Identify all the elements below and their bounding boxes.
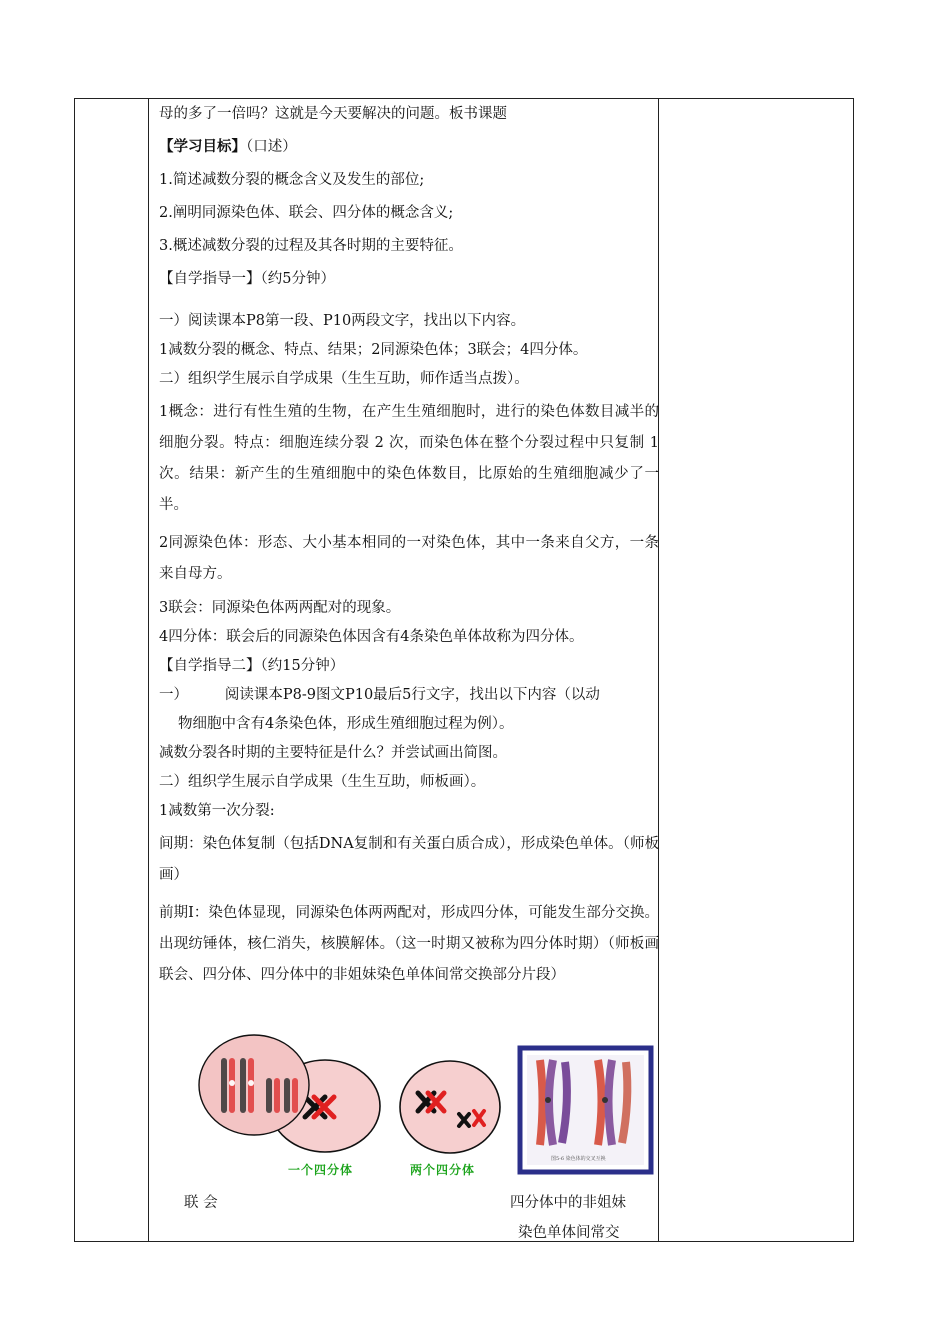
concept-paragraph: 1概念：进行有性生殖的生物，在产生生殖细胞时，进行的染色体数目减半的细胞分裂。特点：细胞连续分裂 2 次，而染色体在整个分裂过程中只复制 1 次。结果：新产生的生殖细胞中的染色体数目，比原始的生殖细胞减少了一半。 — [159, 404, 659, 513]
text-line: （口述） — [246, 139, 297, 155]
label-synapsis: 联 会 — [184, 1195, 218, 1211]
interphase-paragraph: 间期：染色体复制（包括DNA复制和有关蛋白质合成），形成染色单体。（师板画） — [159, 836, 659, 883]
objective-item: 1.简述减数分裂的概念含义及发生的部位; — [159, 172, 425, 188]
inset-caption: 图5-6 染色体的交叉互换 — [551, 1156, 606, 1162]
cell-two-tetrads — [400, 1061, 500, 1153]
objective-item: 2.阐明同源染色体、联会、四分体的概念含义; — [159, 205, 454, 221]
text-line: 一）阅读课本P8第一段、P10两段文字，找出以下内容。 — [159, 313, 526, 329]
text-line: （约15分钟） — [260, 658, 345, 674]
text-line: 二）组织学生展示自学成果（生生互助，师板画）。 — [159, 774, 486, 790]
text-line: 一） 阅读课本P8-9图文P10最后5行文字，找出以下内容（以动 — [159, 687, 600, 703]
heading-self-study-guide-1: 【自学指导一】 — [159, 271, 261, 287]
caption-one-tetrad: 一个四分体 — [288, 1163, 354, 1177]
text-line: 物细胞中含有4条染色体，形成生殖细胞过程为例）。 — [178, 716, 514, 732]
text-line: （约5分钟） — [260, 271, 335, 287]
heading-learning-objectives: 【学习目标】 — [159, 138, 246, 155]
objective-item: 3.概述减数分裂的过程及其各时期的主要特征。 — [159, 238, 463, 254]
text-line: 4四分体：联会后的同源染色体因含有4条染色单体故称为四分体。 — [159, 629, 584, 645]
label-nonsister-2: 染色单体间常交 — [518, 1225, 620, 1241]
text-line: 1减数分裂的概念、特点、结果；2同源染色体；3联会；4四分体。 — [159, 342, 588, 358]
caption-two-tetrads: 两个四分体 — [410, 1163, 476, 1177]
label-nonsister-1: 四分体中的非姐妹 — [510, 1195, 626, 1211]
text-line: 二）组织学生展示自学成果（生生互助，师作适当点拨）。 — [159, 371, 529, 387]
text-line: 减数分裂各时期的主要特征是什么？并尝试画出简图。 — [159, 745, 507, 761]
text-line: 3联会：同源染色体两两配对的现象。 — [159, 600, 401, 616]
homologous-chromosome-paragraph: 2同源染色体：形态、大小基本相同的一对染色体，其中一条来自父方，一条来自母方。 — [159, 535, 659, 582]
text-line: 母的多了一倍吗？这就是今天要解决的问题。板书课题 — [159, 106, 507, 122]
text-line: 1减数第一次分裂: — [159, 803, 275, 819]
heading-self-study-guide-2: 【自学指导二】 — [159, 658, 261, 674]
prophase-paragraph: 前期Ⅰ：染色体显现，同源染色体两两配对，形成四分体，可能发生部分交换。出现纺锤体，核仁消失，核膜解体。（这一时期又被称为四分体时期）（师板画联会、四分体、四分体中的非姐妹染色单体间常交换部分片段） — [159, 905, 659, 983]
crossing-over-inset — [520, 1048, 651, 1172]
